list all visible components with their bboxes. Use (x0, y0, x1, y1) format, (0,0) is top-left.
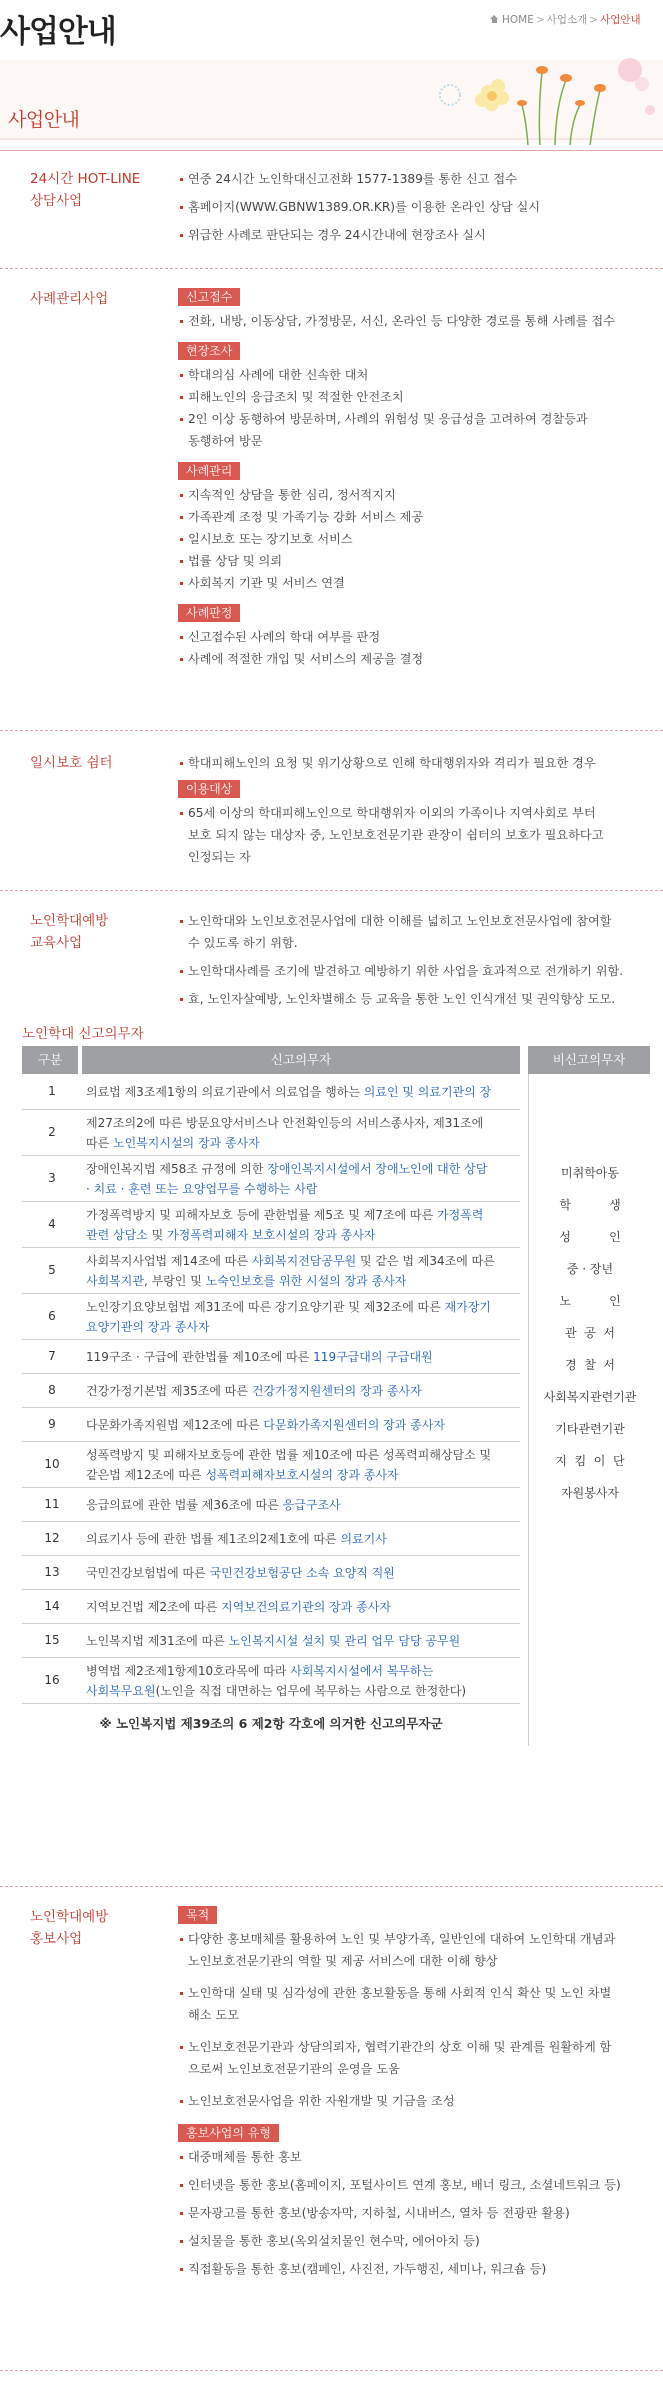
list-item: 사회복지 기관 및 서비스 연결 (178, 572, 658, 594)
highlight-text: 사회복지관 (86, 1274, 144, 1288)
highlight-text: 다문화가족지원센터의 장과 종사자 (263, 1418, 445, 1432)
table-footnote: ※ 노인복지법 제39조의 6 제2항 각호에 의거한 신고의무자군 (99, 1716, 443, 1731)
list-item: 노인보호전문기관과 상담의뢰자, 협력기관간의 상호 이해 및 관계를 원활하게 함 (178, 2036, 658, 2058)
highlight-text: 장애인복지시설에서 장애노인에 대한 상담 (267, 1162, 488, 1176)
highlight-text: 노인복지시설의 장과 종사자 (113, 1136, 260, 1150)
case-group-management (178, 462, 658, 594)
law-heading: 노인학대 신고의무자 (22, 1026, 144, 1042)
highlight-text: 요양기관의 장과 종사자 (86, 1320, 210, 1334)
row-number: 8 (48, 1383, 56, 1397)
highlight-text: · 치료 · 훈련 또는 요양업무를 수행하는 사람 (86, 1182, 318, 1196)
row-number: 6 (48, 1309, 56, 1323)
list-item: 피해노인의 응급조치 및 적절한 안전조치 (178, 386, 658, 408)
promotion-section (0, 1906, 663, 2376)
table-row (22, 1340, 520, 1374)
nonduty-category: 기타관련기관 (555, 1422, 625, 1436)
home-icon (490, 15, 499, 23)
row-number: 13 (44, 1565, 60, 1579)
table-header-nonduty: 비신고의무자 (528, 1046, 650, 1074)
row-text: 가정폭력방지 및 피해자보호 등에 관한법률 제5조 및 제7조에 따른 가정폭력 관련 상담소 및 가정폭력피해자 보호시설의 장과 종사자 (86, 1208, 484, 1242)
reporter-table (22, 1046, 650, 1866)
list-item: 가족관계 조정 및 가족기능 강화 서비스 제공 (178, 506, 658, 528)
list-item: 효, 노인자살예방, 노인차별해소 등 교육을 통한 노인 인식개선 및 권익향상 도모. (178, 988, 658, 1010)
page-title: 사업안내 (0, 14, 116, 50)
table-header-duty: 신고의무자 (82, 1046, 520, 1074)
case-group-intake (178, 288, 658, 332)
list-item: 설치물을 통한 홍보(옥외설치물인 현수막, 에어아치 등) (178, 2230, 658, 2252)
list-item: 연중 24시간 노인학대신고전화 1577-1389를 통한 신고 접수 (178, 168, 658, 190)
list-item: 노인보호전문사업을 위한 자원개발 및 기금을 조성 (178, 2090, 658, 2112)
shelter-section (0, 752, 663, 882)
row-text: 노인장기요양보험법 제31조에 따른 장기요양기관 및 제32조에 따른 재가장기 요양기관의 장과 종사자 (86, 1300, 492, 1334)
list-item: 일시보호 또는 장기보호 서비스 (178, 528, 658, 550)
row-text: 제27조의2에 따른 방문요양서비스나 안전확인등의 서비스종사자, 제31조에 따른 노인복지시설의 장과 종사자 (86, 1116, 484, 1150)
divider (0, 890, 663, 891)
breadcrumb-home[interactable]: HOME (502, 14, 534, 26)
edu-name-line2: 교육사업 (30, 935, 83, 951)
row-text: 응급의료에 관한 법률 제36조에 따른 응급구조사 (86, 1498, 341, 1512)
nonduty-category: 자원봉사자 (561, 1486, 619, 1500)
list-item: 학대피해노인의 요청 및 위기상황으로 인해 학대행위자와 격리가 필요한 경우 (178, 752, 658, 774)
row-number: 7 (48, 1349, 56, 1363)
list-item: 신고접수된 사례의 학대 여부를 판정 (178, 626, 658, 648)
highlight-text: 응급구조사 (282, 1498, 341, 1512)
row-number: 1 (48, 1084, 56, 1098)
table-row (22, 1374, 520, 1408)
highlight-text: 노숙인보호를 위한 시설의 장과 종사자 (205, 1274, 407, 1288)
tag-label: 사례관리 (178, 462, 240, 480)
row-number: 9 (48, 1417, 56, 1431)
table-row (22, 1074, 520, 1110)
row-text: 119구조 · 구급에 관한법률 제10조에 따른 119구급대의 구급대원 (86, 1350, 433, 1364)
hotline-section (0, 168, 663, 268)
list-item: 홈페이지(WWW.GBNW1389.OR.KR)를 이용한 온라인 상담 실시 (178, 196, 658, 218)
nonduty-category: 성 인 (559, 1230, 621, 1244)
list-item: 전화, 내방, 이동상담, 가정방문, 서신, 온라인 등 다양한 경로를 통해 사례를 접수 (178, 310, 658, 332)
list-item: 사례에 적절한 개입 및 서비스의 제공을 결정 (178, 648, 658, 670)
hotline-name-line2: 상담사업 (30, 193, 83, 209)
highlight-text: 가정폭력 (437, 1208, 484, 1222)
row-text: 다문화가족지원법 제12조에 따른 다문화가족지원센터의 장과 종사자 (86, 1418, 445, 1432)
shelter-section-name: 일시보호 쉼터 (30, 755, 113, 771)
highlight-text: 건강가정지원센터의 장과 종사자 (251, 1384, 422, 1398)
tag-label: 현장조사 (178, 342, 240, 360)
row-text: 의료법 제3조제1항의 의료기관에서 의료업을 행하는 의료인 및 의료기관의 장 (86, 1085, 492, 1099)
table-row (22, 1248, 520, 1294)
nonduty-category: 미취학아동 (561, 1166, 619, 1180)
row-number: 2 (48, 1125, 56, 1139)
case-section (0, 288, 663, 718)
row-number: 15 (44, 1633, 60, 1647)
list-item-continued: 보호 되지 않는 대상자 중, 노인보호전문기관 관장이 쉼터의 보호가 필요하다고 (188, 828, 604, 842)
list-item: 노인학대와 노인보호전문사업에 대한 이해를 넓히고 노인보호전문사업에 참여할 (178, 910, 658, 932)
table-row (22, 1156, 520, 1202)
case-group-judgement (178, 604, 658, 670)
breadcrumb: HOME > 사업소개 > 사업안내 (490, 12, 641, 27)
list-item: 학대의심 사례에 대한 신속한 대처 (178, 364, 658, 386)
hotline-name-line1: 24시간 HOT-LINE (30, 171, 141, 187)
breadcrumb-level1[interactable]: 사업소개 (546, 14, 588, 26)
table-row (22, 1202, 520, 1248)
nonduty-category: 노 인 (559, 1294, 621, 1308)
row-number: 3 (48, 1171, 56, 1185)
row-text: 사회복지사업법 제14조에 따른 사회복지전담공무원 및 같은 법 제34조에 따른 사회복지관, 부랑인 및 노숙인보호를 위한 시설의 장과 종사자 (86, 1254, 495, 1288)
row-text: 장애인복지법 제58조 규정에 의한 장애인복지시설에서 장애노인에 대한 상담 · 치료 · 훈련 또는 요양업무를 수행하는 사람 (86, 1162, 488, 1196)
promotion-section-name (30, 1906, 180, 1950)
list-item-continued: 수 있도록 하기 위함. (188, 936, 298, 950)
education-section-name (30, 910, 180, 954)
flower-illustration (430, 50, 663, 145)
page-header (0, 0, 663, 150)
row-text: 성폭력방지 및 피해자보호등에 관한 법률 제10조에 따른 성폭력피해상담소 및 같은법 제12조에 따른 성폭력피해자보호시설의 장과 종사자 (86, 1448, 492, 1482)
table-row (22, 1110, 520, 1156)
list-item: 노인학대사례를 조기에 발견하고 예방하기 위한 사업을 효과적으로 전개하기 위함. (178, 960, 658, 982)
case-group-investigation (178, 342, 658, 452)
highlight-text: 국민건강보험공단 소속 요양직 직원 (209, 1566, 395, 1580)
nonduty-category: 경 찰 서 (564, 1358, 616, 1372)
list-item: 법률 상담 및 의뢰 (178, 550, 658, 572)
highlight-text: 노인복지시설 설치 및 관리 업무 담당 공무원 (228, 1634, 461, 1648)
breadcrumb-current: 사업안내 (600, 14, 641, 26)
edu-name-line1: 노인학대예방 (30, 913, 109, 929)
table-row (22, 1624, 520, 1658)
highlight-text: 사회복무요원 (86, 1684, 156, 1698)
row-text: 노인복지법 제31조에 따른 노인복지시설 설치 및 관리 업무 담당 공무원 (86, 1634, 461, 1648)
row-number: 10 (44, 1457, 60, 1471)
highlight-text: 의료인 및 의료기관의 장 (363, 1085, 492, 1099)
row-number: 11 (44, 1497, 60, 1511)
row-text: 국민건강보험법에 따른 국민건강보험공단 소속 요양직 직원 (86, 1566, 395, 1580)
section-title: 사업안내 (8, 109, 80, 131)
promo-name-line2: 홍보사업 (30, 1931, 83, 1947)
list-item: 65세 이상의 학대피해노인으로 학대행위자 이외의 가족이나 지역사회로 부터 (178, 802, 658, 824)
divider (0, 268, 663, 269)
table-row (22, 1294, 520, 1340)
case-section-name: 사례관리사업 (30, 291, 109, 307)
nonduty-column (528, 1074, 650, 1746)
list-item-continued: 동행하여 방문 (188, 434, 263, 448)
highlight-text: 의료기사 (340, 1532, 387, 1546)
education-section (0, 910, 663, 1020)
divider (0, 730, 663, 731)
tag-label: 사례판정 (178, 604, 240, 622)
nonduty-category: 사회복지관련기관 (543, 1390, 637, 1404)
table-row (22, 1488, 520, 1522)
list-item: 인터넷을 통한 홍보(홈페이지, 포털사이트 연계 홍보, 배너 링크, 소셜네트워크 등) (178, 2174, 658, 2196)
nonduty-category: 학 생 (559, 1198, 621, 1212)
row-text: 건강가정기본법 제35조에 따른 건강가정지원센터의 장과 종사자 (86, 1384, 422, 1398)
list-item: 대중매체를 통한 홍보 (178, 2146, 658, 2168)
promo-name-line1: 노인학대예방 (30, 1909, 109, 1925)
tag-label: 신고접수 (178, 288, 240, 306)
highlight-text: 관련 상담소 (86, 1228, 148, 1242)
table-row (22, 1408, 520, 1442)
list-item: 위급한 사례로 판단되는 경우 24시간내에 현장조사 실시 (178, 224, 658, 246)
list-item-continued: 해소 도모 (188, 2008, 239, 2022)
list-item: 직접활동을 통한 홍보(캠페인, 사진전, 가두행진, 세미나, 워크숍 등) (178, 2258, 658, 2280)
tag-label: 홍보사업의 유형 (178, 2124, 279, 2142)
row-number: 4 (48, 1217, 56, 1231)
nonduty-category: 중 · 장년 (566, 1262, 614, 1276)
list-item: 지속적인 상담을 통한 심리, 정서적지지 (178, 484, 658, 506)
row-number: 16 (44, 1673, 60, 1687)
highlight-text: 가정폭력피해자 보호시설의 장과 종사자 (167, 1228, 376, 1242)
tag-label: 목적 (178, 1906, 217, 1924)
list-item-continued: 노인보호전문기관의 역할 및 제공 서비스에 대한 이해 향상 (188, 1954, 498, 1968)
divider (0, 150, 663, 151)
list-item: 노인학대 실태 및 심각성에 관한 홍보활동을 통해 사회적 인식 확산 및 노인 차별 (178, 1982, 658, 2004)
hotline-section-name (30, 168, 180, 212)
table-row (22, 1556, 520, 1590)
highlight-text: 119구급대의 구급대원 (313, 1350, 433, 1364)
divider (0, 2370, 663, 2371)
row-text: 지역보건법 제2조에 따른 지역보건의료기관의 장과 종사자 (86, 1600, 391, 1614)
highlight-text: 지역보건의료기관의 장과 종사자 (221, 1600, 391, 1614)
row-text: 의료기사 등에 관한 법률 제1조의2제1호에 따른 의료기사 (86, 1532, 387, 1546)
highlight-text: 사회복지전담공무원 (251, 1254, 357, 1268)
table-row (22, 1658, 520, 1704)
row-number: 14 (44, 1599, 60, 1613)
list-item-continued: 으로써 노인보호전문기관의 운영을 도움 (188, 2062, 400, 2076)
tag-label: 이용대상 (178, 780, 240, 798)
nonduty-category: 관 공 서 (564, 1326, 616, 1340)
table-header-no: 구분 (22, 1046, 78, 1074)
list-item-continued: 인정되는 자 (188, 850, 251, 864)
highlight-text: 사회복지시설에서 복무하는 (290, 1664, 434, 1678)
highlight-text: 재가장기 (444, 1300, 492, 1314)
list-item: 2인 이상 동행하여 방문하며, 사례의 위험성 및 응급성을 고려하여 경찰등과 (178, 408, 658, 430)
table-row (22, 1522, 520, 1556)
highlight-text: 성폭력피해자보호시설의 장과 종사자 (205, 1468, 399, 1482)
list-item: 다양한 홍보매체를 활용하여 노인 및 부양가족, 일반인에 대하여 노인학대 개념과 (178, 1928, 658, 1950)
row-text: 병역법 제2조제1항제10호라목에 따라 사회복지시설에서 복무하는 사회복무요원(노인을 직접 대면하는 업무에 복무하는 사람으로 한정한다) (86, 1664, 467, 1698)
row-number: 12 (44, 1531, 60, 1545)
divider (0, 1886, 663, 1887)
table-row (22, 1590, 520, 1624)
row-number: 5 (48, 1263, 56, 1277)
nonduty-category: 지 킴 이 단 (555, 1454, 625, 1468)
table-row (22, 1442, 520, 1488)
list-item: 문자광고를 통한 홍보(방송자막, 지하철, 시내버스, 열차 등 전광판 활용) (178, 2202, 658, 2224)
